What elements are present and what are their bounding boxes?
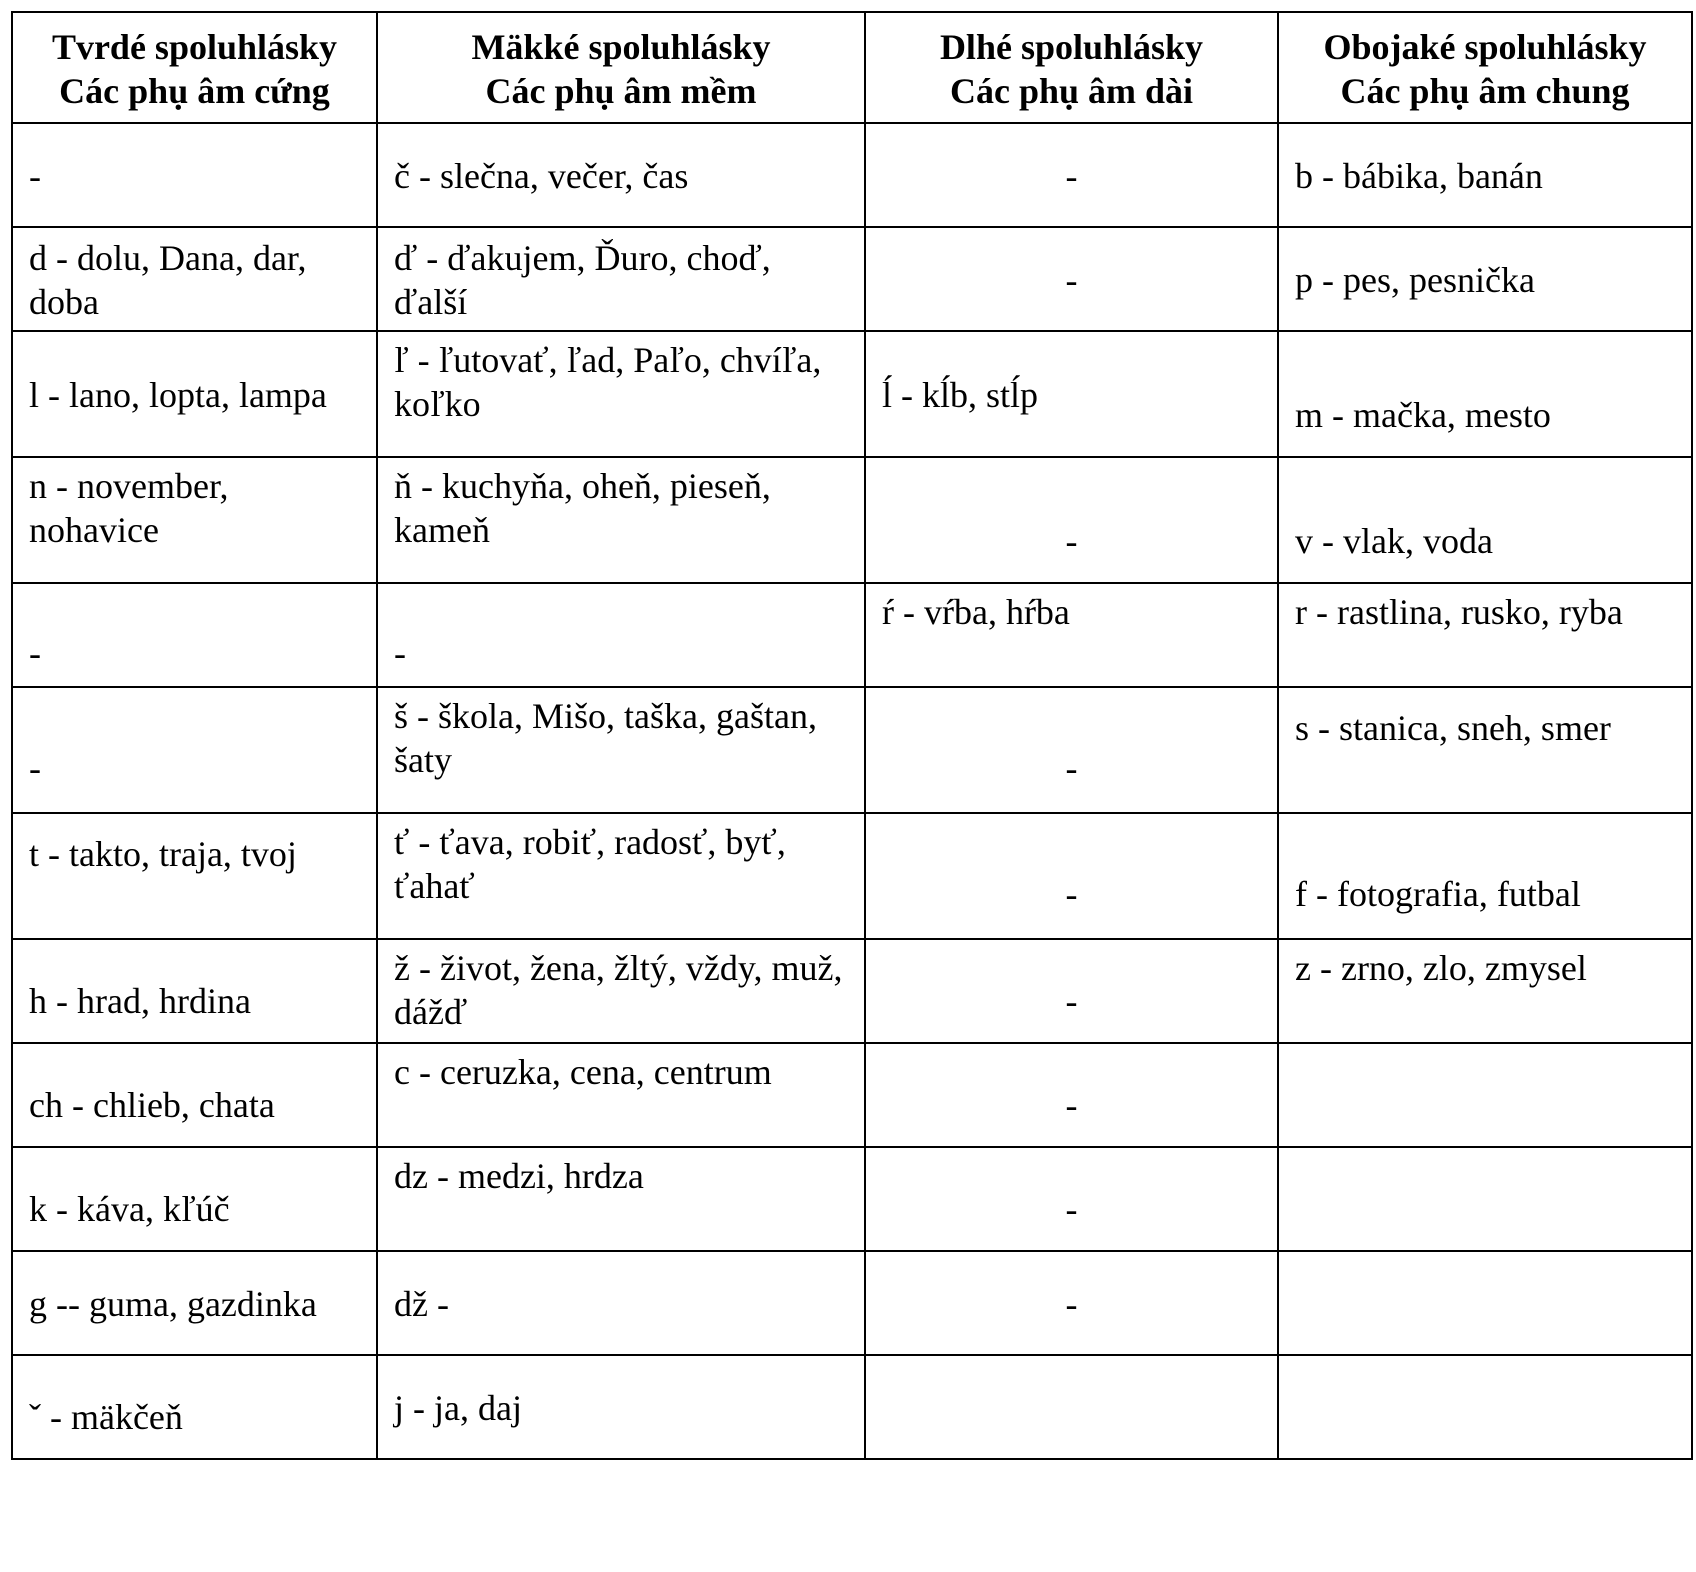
long-cell: - bbox=[865, 227, 1278, 331]
table-row bbox=[12, 939, 1692, 1043]
table-row bbox=[12, 1355, 1692, 1459]
hard-cell: - bbox=[12, 583, 377, 687]
soft-cell: ň - kuchyňa, oheň, pieseň, kameň bbox=[377, 457, 865, 583]
long-cell: - bbox=[865, 1043, 1278, 1147]
soft-cell: c - ceruzka, cena, centrum bbox=[377, 1043, 865, 1147]
soft-cell: - bbox=[377, 583, 865, 687]
table-row bbox=[12, 331, 1692, 457]
long-cell: - bbox=[865, 813, 1278, 939]
header-row bbox=[12, 12, 1692, 123]
ambiguous-cell bbox=[1278, 1147, 1692, 1251]
header-ambiguous-consonants bbox=[1278, 12, 1692, 123]
header-soft-consonants bbox=[377, 12, 865, 123]
hard-cell: d - dolu, Dana, dar, doba bbox=[12, 227, 377, 331]
ambiguous-cell: v - vlak, voda bbox=[1278, 457, 1692, 583]
ambiguous-cell: m - mačka, mesto bbox=[1278, 331, 1692, 457]
soft-cell: ť - ťava, robiť, radosť, byť, ťahať bbox=[377, 813, 865, 939]
header-hard-vietnamese: Các phụ âm cứng bbox=[59, 70, 330, 111]
long-cell: - bbox=[865, 687, 1278, 813]
soft-cell: ž - život, žena, žltý, vždy, muž, dážď bbox=[377, 939, 865, 1043]
table-row bbox=[12, 1043, 1692, 1147]
long-cell: - bbox=[865, 1251, 1278, 1355]
header-long-consonants bbox=[865, 12, 1278, 123]
long-cell: - bbox=[865, 123, 1278, 227]
soft-cell: ľ - ľutovať, ľad, Paľo, chvíľa, koľko bbox=[377, 331, 865, 457]
hard-cell: n - november, nohavice bbox=[12, 457, 377, 583]
hard-cell: - bbox=[12, 687, 377, 813]
header-hard-consonants bbox=[12, 12, 377, 123]
ambiguous-cell bbox=[1278, 1355, 1692, 1459]
table-row bbox=[12, 1147, 1692, 1251]
consonants-table bbox=[11, 11, 1693, 1460]
long-cell: ĺ - kĺb, stĺp bbox=[865, 331, 1278, 457]
hard-cell: - bbox=[12, 123, 377, 227]
table-row bbox=[12, 687, 1692, 813]
soft-cell: ď - ďakujem, Ďuro, choď, ďalší bbox=[377, 227, 865, 331]
table-row bbox=[12, 1251, 1692, 1355]
ambiguous-cell bbox=[1278, 1043, 1692, 1147]
header-ambiguous-slovak: Obojaké spoluhlásky bbox=[1323, 26, 1647, 67]
long-cell: ŕ - vŕba, hŕba bbox=[865, 583, 1278, 687]
table-row bbox=[12, 227, 1692, 331]
soft-cell: dz - medzi, hrdza bbox=[377, 1147, 865, 1251]
ambiguous-cell: z - zrno, zlo, zmysel bbox=[1278, 939, 1692, 1043]
hard-cell: k - káva, kľúč bbox=[12, 1147, 377, 1251]
ambiguous-cell: f - fotografia, futbal bbox=[1278, 813, 1692, 939]
soft-cell: š - škola, Mišo, taška, gaštan, šaty bbox=[377, 687, 865, 813]
header-soft-slovak: Mäkké spoluhlásky bbox=[471, 26, 771, 67]
soft-cell: č - slečna, večer, čas bbox=[377, 123, 865, 227]
hard-cell: ˇ - mäkčeň bbox=[12, 1355, 377, 1459]
header-ambiguous-vietnamese: Các phụ âm chung bbox=[1340, 70, 1630, 111]
hard-cell: g -- guma, gazdinka bbox=[12, 1251, 377, 1355]
ambiguous-cell: b - bábika, banán bbox=[1278, 123, 1692, 227]
table-row bbox=[12, 813, 1692, 939]
ambiguous-cell: s - stanica, sneh, smer bbox=[1278, 687, 1692, 813]
ambiguous-cell: p - pes, pesnička bbox=[1278, 227, 1692, 331]
header-hard-slovak: Tvrdé spoluhlásky bbox=[51, 26, 338, 67]
long-cell: - bbox=[865, 939, 1278, 1043]
ambiguous-cell: r - rastlina, rusko, ryba bbox=[1278, 583, 1692, 687]
table-row bbox=[12, 583, 1692, 687]
long-cell: - bbox=[865, 1147, 1278, 1251]
long-cell: - bbox=[865, 457, 1278, 583]
soft-cell: j - ja, daj bbox=[377, 1355, 865, 1459]
header-long-vietnamese: Các phụ âm dài bbox=[949, 70, 1194, 111]
table-row bbox=[12, 457, 1692, 583]
hard-cell: h - hrad, hrdina bbox=[12, 939, 377, 1043]
header-soft-vietnamese: Các phụ âm mềm bbox=[485, 70, 757, 111]
hard-cell: t - takto, traja, tvoj bbox=[12, 813, 377, 939]
hard-cell: ch - chlieb, chata bbox=[12, 1043, 377, 1147]
soft-cell: dž - bbox=[377, 1251, 865, 1355]
header-long-slovak: Dlhé spoluhlásky bbox=[939, 26, 1204, 67]
ambiguous-cell bbox=[1278, 1251, 1692, 1355]
table-row bbox=[12, 123, 1692, 227]
long-cell bbox=[865, 1355, 1278, 1459]
hard-cell: l - lano, lopta, lampa bbox=[12, 331, 377, 457]
